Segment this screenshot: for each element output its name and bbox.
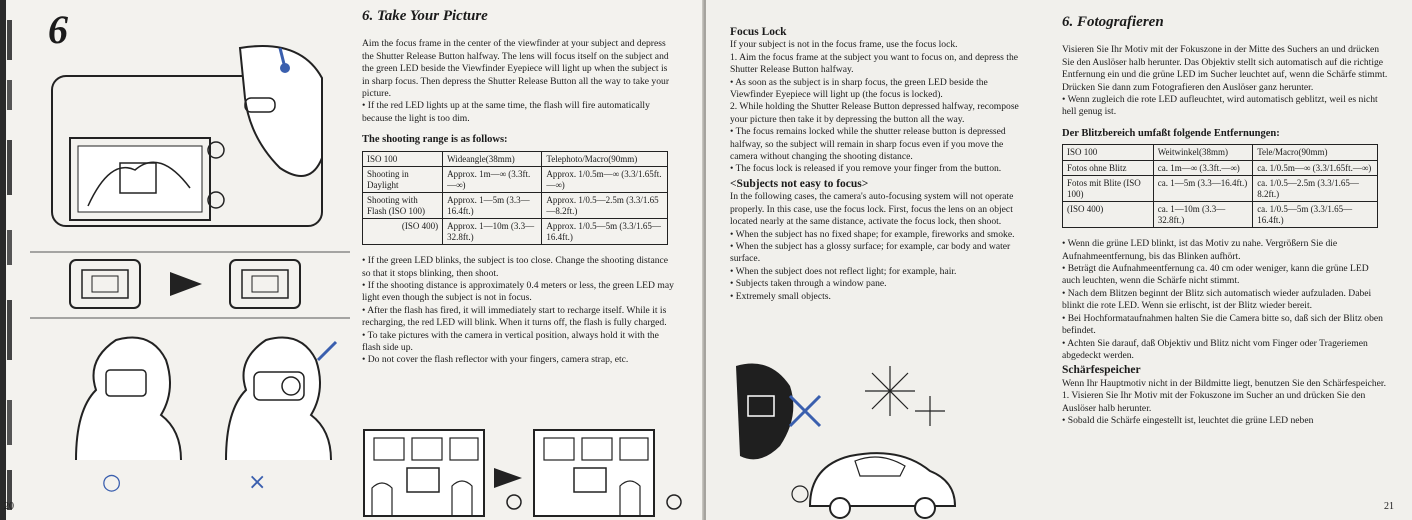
table-cell: Approx. 1m—∞ (3.3ft.—∞) [443, 167, 542, 193]
table-cell: ca. 1/0.5—2.5m (3.3/1.65—8.2ft.) [1253, 176, 1378, 202]
table-cell: (ISO 400) [1063, 202, 1154, 228]
range-heading: The shooting range is as follows: [362, 134, 508, 146]
german-range-table [1062, 144, 1378, 228]
german-intro2: Drücken Sie dann zum Fotografieren den Auslöser ganz herunter. [1062, 81, 1314, 93]
table-row [1063, 160, 1378, 176]
focus-lock-title: Focus Lock [730, 26, 787, 38]
german-note: • Beträgt die Aufnahmeentfernung ca. 40 cm oder weniger, kann die grüne LED auch leuchten, wenn die Schärfe nicht stimmt. [1062, 263, 1369, 287]
german-note: • Wenn die grüne LED blinkt, ist das Motiv zu nahe. Vergrößern Sie die Aufnahmeentfernung, bis das Blinken aufhört. [1062, 238, 1338, 262]
chapter-number: 6 [48, 7, 68, 52]
german-column [1062, 16, 1388, 427]
german-range-heading: Der Blitzbereich umfaßt folgende Entfernungen: [1062, 127, 1280, 139]
note-item: • To take pictures with the camera in vertical position, always hold it with the flash side up. [362, 329, 659, 353]
focus-lock-line: • The focus remains locked while the shutter release button is depressed halfway, so the subject will remain in sharp focus even if you move the camera without changing the shooting distance. [730, 126, 1006, 163]
focus-lock-line: • The focus lock is released if you remove your finger from the button. [730, 163, 1002, 175]
subjects-intro: In the following cases, the camera's auto-focusing system will not operate properly. In this case, use the focus lock. First, focus the lens on an object located nearly at the same distance, activate the focus lock, then shoot. [730, 191, 1014, 228]
focus-lock-column [730, 24, 1032, 303]
subjects-item: • When the subject has a glossy surface; for example, car body and water surface. [730, 240, 1011, 265]
page-number-left: 20 [4, 501, 14, 512]
german-title: 6. Fotografieren [1062, 14, 1164, 30]
left-text-column [362, 10, 674, 367]
german-note: • Nach dem Blitzen beginnt der Blitz sich automatisch wieder aufzuladen. Dabei blinkt die rote LED. Wenn sie erlischt, ist der Blitz wieder bereit. [1062, 287, 1372, 312]
table-header-cell: Weitwinkel(38mm) [1153, 145, 1252, 161]
table-cell: Fotos mit Blite (ISO 100) [1063, 176, 1154, 202]
table-cell: Shooting in Daylight [363, 167, 443, 193]
subjects-item: • Extremely small objects. [730, 290, 831, 302]
subjects-item: • Subjects taken through a window pane. [730, 278, 887, 290]
table-cell: Approx. 1/0.5—2.5m (3.3/1.65—8.2ft.) [542, 193, 668, 219]
hard-to-focus-illustration [730, 356, 970, 520]
margin-index-bar [0, 0, 20, 520]
table-row [363, 219, 668, 245]
scene-comparison-illustration [362, 428, 692, 520]
focus-lock-line: 1. Aim the focus frame at the subject you want to focus on, and depress the Shutter Release Button halfway. [730, 51, 1019, 76]
focus-lock-line: • As soon as the subject is in sharp focus, the green LED beside the Viewfinder Eyepiece will light up (the focus is locked). [730, 76, 988, 101]
table-cell: Shooting with Flash (ISO 100) [363, 193, 443, 219]
table-header-cell: Wideangle(38mm) [443, 151, 542, 167]
table-cell: ca. 1—10m (3.3—32.8ft.) [1153, 202, 1252, 228]
german-intro: Visieren Sie Ihr Motiv mit der Fokuszone in der Mitte des Suchers an und drücken Sie den Auslöser halb herunter. Das Objektiv stellt sich automatisch auf die richtige Entfernung ein und die grüne LED im Sucher leuchtet auf, wenn die Schärfe stimmt. [1062, 44, 1388, 81]
left-page [0, 0, 704, 520]
table-cell: Fotos ohne Blitz [1063, 160, 1154, 176]
note-item: • If the shooting distance is approximately 0.4 meters or less, the green LED may light even though the subject is not in focus. [362, 279, 674, 304]
table-header-row [363, 151, 668, 167]
right-page [706, 0, 1412, 520]
intro-paragraph: Aim the focus frame in the center of the viewfinder at your subject and depress the Shutter Release Button halfway. The lens will focus itself on the subject and the green LED beside the Viewfinder Eyepiece will light up when the subject is in sharp focus. Then depress the Shutter Release Button all the way to take your picture. [362, 38, 670, 100]
holding-camera-illustration [56, 320, 346, 470]
intro-bullet: • If the red LED lights up at the same time, the flash will fire automatically because the light is too dim. [362, 100, 650, 124]
table-cell: Approx. 1—5m (3.3—16.4ft.) [443, 193, 542, 219]
table-cell: Approx. 1/0.5m—∞ (3.3/1.65ft.—∞) [542, 167, 668, 193]
table-header-row [1063, 145, 1378, 161]
table-row [1063, 202, 1378, 228]
german-note: • Bei Hochformataufnahmen halten Sie die Camera bitte so, daß sich der Blitz oben befindet. [1062, 312, 1383, 337]
correct-symbol: ○ [102, 470, 122, 495]
note-item: • Do not cover the flash reflector with your fingers, camera strap, etc. [362, 354, 629, 366]
german-focus-title: Schärfespeicher [1062, 364, 1141, 377]
table-header-cell: Telephoto/Macro(90mm) [542, 151, 668, 167]
subjects-item: • When the subject has no fixed shape; for example, fireworks and smoke. [730, 228, 1015, 240]
note-item: • After the flash has fired, it will immediately start to recharge itself. While it is recharging, the red LED will blink. When it turns off, the flash is fully charged. [362, 304, 667, 329]
focus-lock-line: 2. While holding the Shutter Release Button depressed halfway, recompose your picture then take it by depressing the button all the way. [730, 101, 1019, 125]
table-row [363, 193, 668, 219]
table-header-cell: ISO 100 [363, 151, 443, 167]
shooting-range-table [362, 151, 668, 246]
incorrect-symbol: × [248, 470, 267, 495]
german-focus-line: • Sobald die Schärfe eingestellt ist, leuchtet die grüne LED neben [1062, 414, 1314, 426]
camera-hand-illustration [40, 38, 340, 238]
subjects-item: • When the subject does not reflect light; for example, hair. [730, 265, 957, 277]
german-focus-line: 1. Visieren Sie Ihr Motiv mit der Fokuszone im Sucher an und drücken Sie den Auslöser halb herunter. [1062, 390, 1366, 414]
table-cell: ca. 1—5m (3.3—16.4ft.) [1153, 176, 1252, 202]
german-intro-bullet: • Wenn zugleich die rote LED aufleuchtet, wird automatisch geblitzt, weil es nicht hell genug ist. [1062, 94, 1378, 118]
table-cell: ca. 1m—∞ (3.3ft.—∞) [1153, 160, 1252, 176]
subjects-title: <Subjects not easy to focus> [730, 177, 869, 190]
table-row [363, 167, 668, 193]
table-header-cell: Tele/Macro(90mm) [1253, 145, 1378, 161]
page-title: 6. Take Your Picture [362, 8, 488, 24]
table-cell: Approx. 1—10m (3.3—32.8ft.) [443, 219, 542, 245]
german-focus-line: Wenn Ihr Hauptmotiv nicht in der Bildmitte liegt, benutzen Sie den Schärfespeicher. [1062, 377, 1386, 389]
table-header-cell: ISO 100 [1063, 145, 1154, 161]
table-cell: Approx. 1/0.5—5m (3.3/1.65—16.4ft.) [542, 219, 668, 245]
german-note: • Achten Sie darauf, daß Objektiv und Blitz nicht vom Finger oder Trageriemen abgedeckt werden. [1062, 337, 1368, 361]
table-cell: (ISO 400) [363, 219, 443, 245]
page-number-right: 21 [1384, 501, 1394, 512]
table-cell: ca. 1/0.5m—∞ (3.3/1.65ft.—∞) [1253, 160, 1378, 176]
note-item: • If the green LED blinks, the subject is too close. Change the shooting distance so that it stops blinking, then shoot. [362, 255, 669, 279]
table-cell: ca. 1/0.5—5m (3.3/1.65—16.4ft.) [1253, 202, 1378, 228]
focus-lock-line: If your subject is not in the focus frame, use the focus lock. [730, 39, 958, 51]
viewfinder-led-illustration [30, 248, 350, 328]
table-row [1063, 176, 1378, 202]
